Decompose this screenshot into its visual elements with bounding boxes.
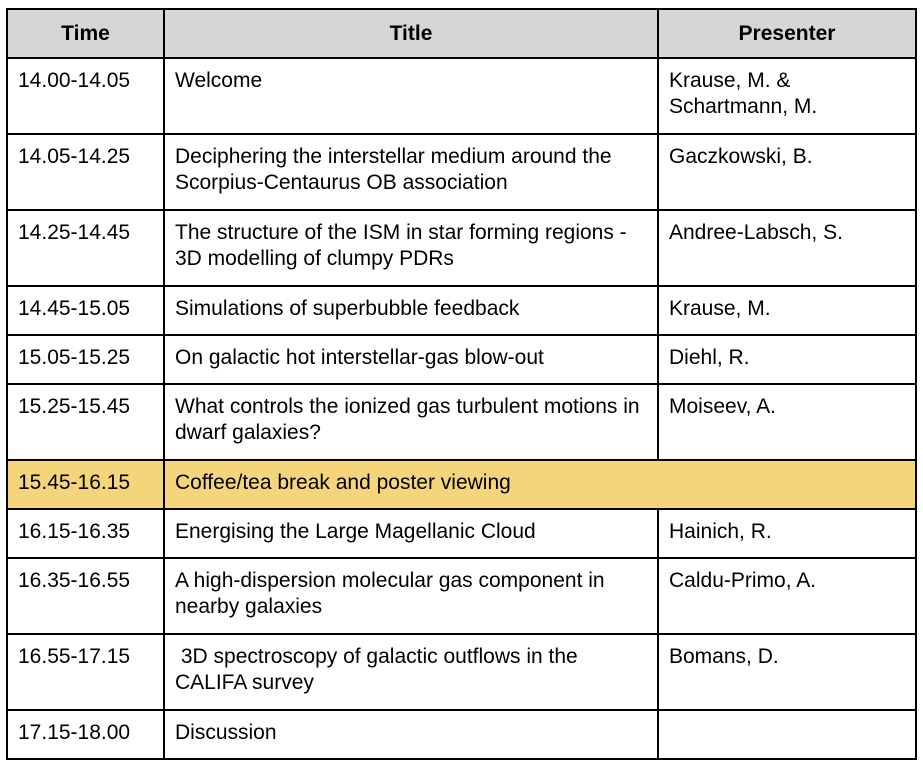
cell-presenter: Krause, M. & Schartmann, M.: [658, 58, 916, 134]
cell-time: 14.25-14.45: [7, 210, 164, 286]
cell-title: On galactic hot interstellar-gas blow-out: [164, 335, 658, 384]
table-row: [7, 286, 916, 335]
schedule-table: [6, 8, 917, 760]
cell-break-title: Coffee/tea break and poster viewing: [164, 460, 916, 509]
table-row: [7, 58, 916, 134]
cell-time: 15.25-15.45: [7, 384, 164, 460]
cell-presenter: Moiseev, A.: [658, 384, 916, 460]
cell-presenter: [658, 710, 916, 759]
cell-title: Deciphering the interstellar medium around the Scorpius-Centaurus OB association: [164, 134, 658, 210]
table-row: [7, 509, 916, 558]
cell-title: Energising the Large Magellanic Cloud: [164, 509, 658, 558]
cell-presenter: Bomans, D.: [658, 634, 916, 710]
cell-presenter: Diehl, R.: [658, 335, 916, 384]
cell-title: Discussion: [164, 710, 658, 759]
table-row: [7, 634, 916, 710]
cell-time: 14.00-14.05: [7, 58, 164, 134]
cell-time: 16.55-17.15: [7, 634, 164, 710]
header-time: Time: [7, 9, 164, 58]
cell-title: Simulations of superbubble feedback: [164, 286, 658, 335]
table-row: [7, 210, 916, 286]
cell-title: The structure of the ISM in star forming regions - 3D modelling of clumpy PDRs: [164, 210, 658, 286]
cell-presenter: Krause, M.: [658, 286, 916, 335]
table-row: [7, 335, 916, 384]
cell-title: 3D spectroscopy of galactic outflows in the CALIFA survey: [164, 634, 658, 710]
cell-title: Welcome: [164, 58, 658, 134]
break-row: [7, 460, 916, 509]
cell-time: 15.45-16.15: [7, 460, 164, 509]
cell-title: A high-dispersion molecular gas component in nearby galaxies: [164, 558, 658, 634]
cell-time: 16.35-16.55: [7, 558, 164, 634]
header-title: Title: [164, 9, 658, 58]
header-row: [7, 9, 916, 58]
cell-time: 14.45-15.05: [7, 286, 164, 335]
table-row: [7, 384, 916, 460]
cell-presenter: Caldu-Primo, A.: [658, 558, 916, 634]
cell-presenter: Andree-Labsch, S.: [658, 210, 916, 286]
header-presenter: Presenter: [658, 9, 916, 58]
table-row: [7, 558, 916, 634]
cell-presenter: Hainich, R.: [658, 509, 916, 558]
table-row: [7, 134, 916, 210]
cell-time: 15.05-15.25: [7, 335, 164, 384]
table-row: [7, 710, 916, 759]
cell-presenter: Gaczkowski, B.: [658, 134, 916, 210]
cell-time: 17.15-18.00: [7, 710, 164, 759]
cell-title: What controls the ionized gas turbulent motions in dwarf galaxies?: [164, 384, 658, 460]
cell-time: 16.15-16.35: [7, 509, 164, 558]
cell-time: 14.05-14.25: [7, 134, 164, 210]
